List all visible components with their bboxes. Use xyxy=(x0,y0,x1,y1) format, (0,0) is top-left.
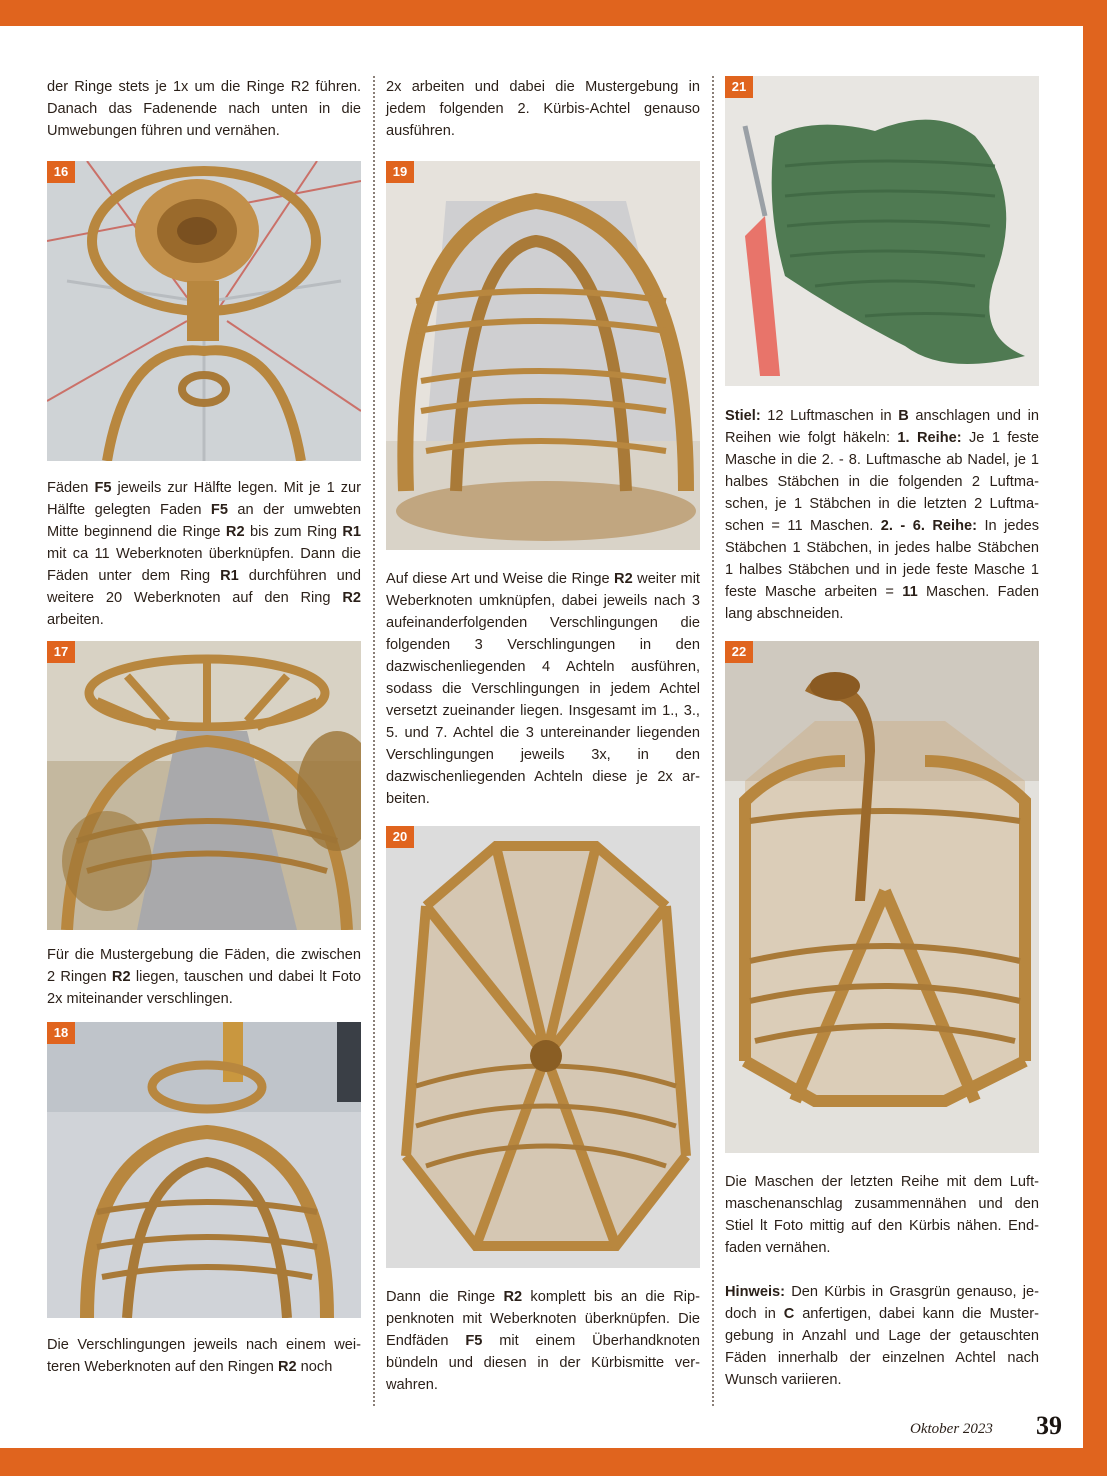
column-2 xyxy=(386,76,700,1396)
photo-17-number: 17 xyxy=(47,641,75,663)
step-17-text: Für die Mustergebung die Fäden, die zwischen 2 Ringen R2 liegen, tauschen und dabei lt Foto 2x miteinander verschlingen. xyxy=(47,947,361,1007)
step-16-text: Fäden F5 jeweils zur Hälfte legen. Mit je 1 zur Hälfte gelegten Faden F5 an der umwebten Mitte beginnend die Ringe R2 bis zum Ring R1 mit ca 11 Weberknoten überknüpfen. Dann die Fäden unter dem Ring R1 durchführen und weitere 20 Weberknoten auf den Ring R2 arbeiten. xyxy=(47,480,362,628)
photo-18-number: 18 xyxy=(47,1022,75,1044)
photo-20 xyxy=(386,826,700,1268)
photo-21-image xyxy=(725,76,1039,386)
column-1 xyxy=(47,76,361,1378)
step-18-text: Die Verschlingungen jeweils nach einem weiteren Weberknoten auf den Ringen R2 noch xyxy=(47,1337,361,1375)
page-number: 39 xyxy=(1036,1411,1062,1440)
photo-20-image xyxy=(386,826,700,1268)
photo-16 xyxy=(47,161,361,461)
photo-22-number: 22 xyxy=(725,641,753,663)
photo-18-image xyxy=(47,1022,361,1318)
hint-text: Hinweis: Den Kürbis in Grasgrün genauso, jedoch in C anfertigen, dabei kann die Mustergebung in Anzahl und Lage der getauschten Fäden innerhalb der einzelnen Achtel nach Wunsch variieren. xyxy=(725,1284,1039,1388)
photo-17 xyxy=(47,641,361,930)
bottom-accent-bar xyxy=(0,1448,1107,1476)
photo-21 xyxy=(725,76,1039,386)
column-divider-1 xyxy=(373,76,375,1406)
photo-20-number: 20 xyxy=(386,826,414,848)
right-accent-bar xyxy=(1083,0,1107,1476)
photo-22 xyxy=(725,641,1039,1153)
column1-intro: der Ringe stets je 1x um die Ringe R2 führen. Danach das Fadenende nach unten in die Umwebungen führen und vernähen. xyxy=(47,79,361,139)
photo-16-image xyxy=(47,161,361,461)
column-divider-2 xyxy=(712,76,714,1406)
photo-22-image xyxy=(725,641,1039,1153)
photo-17-image xyxy=(47,641,361,930)
photo-19 xyxy=(386,161,700,550)
issue-month: Oktober 2023 xyxy=(910,1421,993,1437)
photo-16-number: 16 xyxy=(47,161,75,183)
column-3 xyxy=(725,76,1039,1391)
top-accent-bar xyxy=(0,0,1107,26)
step-20-text: Dann die Ringe R2 komplett bis an die Rippenknoten mit Weberknoten überknüpfen. Die Endfäden F5 mit einem Überhandknoten bündeln und diesen in der Kürbismitte verwahren. xyxy=(386,1289,700,1393)
photo-19-number: 19 xyxy=(386,161,414,183)
photo-19-image xyxy=(386,161,700,550)
column2-intro: 2x arbeiten und dabei die Mustergebung in jedem folgenden 2. Kürbis-Achtel genauso ausführen. xyxy=(386,79,700,139)
photo-18 xyxy=(47,1022,361,1318)
step-22-text: Die Maschen der letzten Reihe mit dem Luftmaschenanschlag zusammennähen und den Stiel lt Foto mittig auf den Kürbis nähen. Endfaden vernähen. xyxy=(725,1174,1039,1256)
stiel-text: Stiel: 12 Luftmaschen in B anschlagen und in Reihen wie folgt häkeln: 1. Reihe: Je 1 feste Masche in die 2. - 8. Luftmasche ab Nadel, je 1 halbes Stäbchen in die folgenden 2 Luftmaschen, je 1 Stäbchen in die letzten 2 Luftmaschen = 11 Maschen. 2. - 6. Reihe: In jedes Stäbchen 1 Stäbchen, in jedes halbe Stäbchen 1 halbes Stäbchen und in jede feste Masche 1 feste Masche arbeiten = 11 Maschen. Faden lang abschneiden. xyxy=(725,408,1040,622)
step-19-text: Auf diese Art und Weise die Ringe R2 weiter mit Weberknoten umknüpfen, dabei jeweils nach 3 aufeinanderfolgenden Verschlingungen die folgenden 3 Verschlingungen in den dazwischenliegenden 4 Achteln ausführen, sodass die Verschlingungen in jedem Achtel versetzt zueinander liegen. Insgesamt im 1., 3., 5. und 7. Achtel die 3 untereinander liegenden Verschlingungen jeweils 3x, in den dazwischenliegenden Achteln diese je 2x arbeiten. xyxy=(386,571,700,807)
photo-21-number: 21 xyxy=(725,76,753,98)
